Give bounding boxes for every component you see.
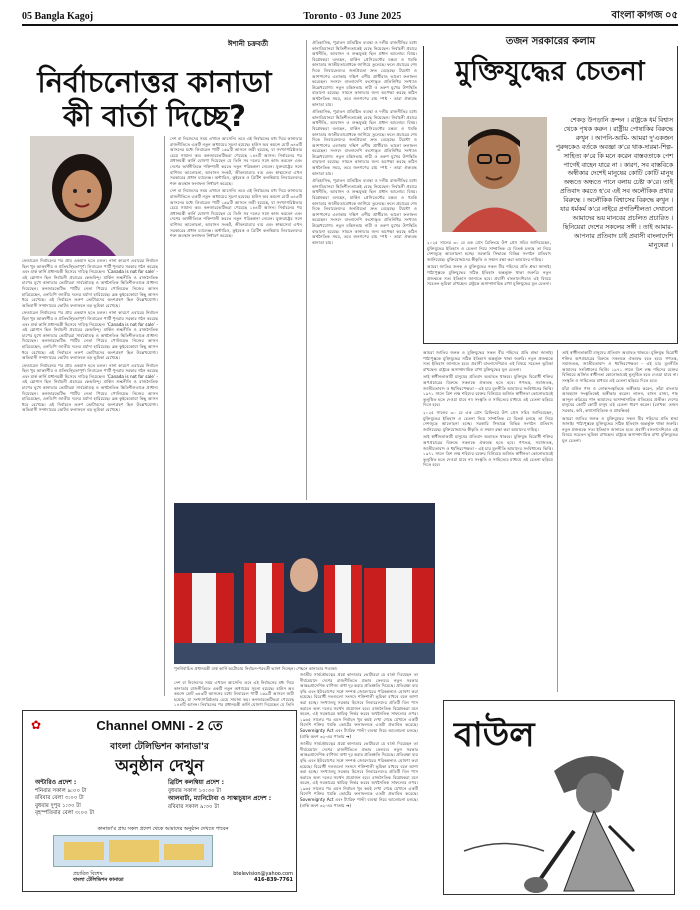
column-body-c: তাই স্বাধীনতাকামী মানুষের প্রতিবাদ অব্যাহত থাকবে। মুক্তিযুদ্ধ বিরোধী শক্তির অপপ্রচারের বিরুদ্ধে সকলকে ঐক্যবদ্ধ হতে হবে। গণতন্ত্র, সমাজতন্ত্র, জাতীয়তাবাদ ও ধর্মনিরপেক্ষতা - এই চার মূলনীতি আমাদের সংবিধানের ভিত্তি। ১৯৭১ সালে ত্রিশ লক্ষ শহিদের রক্তের বিনিময়ে অর্জিত স্বাধীনতা কোনোভাবেই ভুলুণ্ঠিত হতে দেওয়া যাবে না। সংস্কৃতি ও সাহিত্যের মাধ্যমে এই চেতনা ছড়িয়ে দিতে হবে। যাঁরা বাউল গান ও লোকসংস্কৃতিকে অস্বীকার করেন, তাঁরা বাংলার আবহমান সংস্কৃতিকেই অস্বীকার করেন। লালন, হাসন রাজা, শাহ আব্দুল করিমের গান আমাদের অসাম্প্রদায়িক ঐতিহ্যের প্রতীক। দেশের মানুষের কোটি কোটি মানুষ এই চেতনা ধারণ করেন। (লেখক: তজন সরকার, কবি, কথাসাহিত্যিক ও প্রাবন্ধিক) আমরা জাতির জনক ও মুক্তিযুদ্ধের সকল বীর শহিদের প্রতি শ্রদ্ধা জানাই। পাঠ্যপুস্তকে মুক্তিযুদ্ধের সঠিক ইতিহাস অন্তর্ভুক্ত থাকা জরুরি। নতুন প্রজন্মকে সত্য ইতিহাস জানাতে হবে। প্রবাসী বাংলাদেশিরাও এই বিষয়ে সচেতন ভূমিকা রাখছেন। রাষ্ট্রকে অসাম্প্রদায়িক রাখা মুক্তিযুদ্ধের মূল চেতনা। bbox=[562, 350, 678, 443]
canada-map bbox=[53, 835, 213, 867]
article-title: নির্বাচনোত্তর কানাডা কী বার্তা দিচ্ছে? bbox=[37, 65, 272, 133]
page-number-right: বাংলা কাগজ ০৫ bbox=[611, 9, 678, 21]
photo-caption: পুনর্নির্বাচিত প্রধানমন্ত্রী মার্ক কার্নি অটোয়ায় নির্বাচন-পরবর্তী ভাষণ দিচ্ছেন। পেছনে কানাডার পতাকা। bbox=[174, 666, 338, 671]
ad-channel: Channel OMNI - 2 তে bbox=[96, 718, 223, 733]
author-photo bbox=[30, 136, 134, 256]
column-rule bbox=[557, 350, 558, 692]
page-header bbox=[22, 8, 678, 26]
article-body-col2: দেশ বা নিজেদের সময় এখানে আসেনি। তবে এই নির্বাচনের মধ্য দিয়ে কানাডার রাজনীতিতে একটি নতুন অধ্যায়ের সূচনা হয়েছে। হাউস অব কমন্সে মোট ৩৪৩টি আসনের মধ্যে লিবারেল পার্টি ১৬৯টি আসনে জয়ী হয়েছে, যা সংখ্যাগরিষ্ঠতার চেয়ে সামান্য কম। কনজারভেটিভরা পেয়েছে ১৪৪টি আসন। নির্বাচনের পর প্রধানমন্ত্রী কার্নি ঘোষণা দিয়েছেন যে তিনি সব দলের সঙ্গে কাজ করবেন এবং দেশের অর্থনীতিকে শক্তিশালী করতে নতুন পরিকল্পনা নেবেন। যুক্তরাষ্ট্রের সঙ্গে বাণিজ্য আলোচনা, আবাসন সংকট, জীবনযাত্রার ব্যয় এবং স্বাস্থ্যসেবা এখন সরকারের প্রধান চ্যালেঞ্জ। অন্টারিও, কুইবেক ও ব্রিটিশ কলম্বিয়ায় লিবারেলদের শক্ত অবস্থান ফলাফল নির্ধারণ করেছে। দেশ বা নিজেদের সময় এখানে আসেনি। তবে এই নির্বাচনের মধ্য দিয়ে কানাডার রাজনীতিতে একটি নতুন অধ্যায়ের সূচনা হয়েছে। হাউস অব কমন্সে মোট ৩৪৩টি আসনের মধ্যে লিবারেল পার্টি ১৬৯টি আসনে জয়ী হয়েছে, যা সংখ্যাগরিষ্ঠতার চেয়ে সামান্য কম। কনজারভেটিভরা পেয়েছে ১৪৪টি আসন। নির্বাচনের পর প্রধানমন্ত্রী কার্নি ঘোষণা দিয়েছেন যে তিনি সব দলের সঙ্গে কাজ করবেন এবং দেশের অর্থনীতিকে শক্তিশালী করতে নতুন পরিকল্পনা নেবেন। যুক্তরাষ্ট্রের সঙ্গে বাণিজ্য আলোচনা, আবাসন সংকট, জীবনযাত্রার ব্যয় এবং স্বাস্থ্যসেবা এখন সরকারের প্রধান চ্যালেঞ্জ। অন্টারিও, কুইবেক ও ব্রিটিশ কলম্বিয়ায় লিবারেলদের শক্ত অবস্থান ফলাফল নির্ধারণ করেছে। bbox=[170, 136, 302, 239]
column-title: মুক্তিযুদ্ধের চেতনা bbox=[455, 56, 645, 87]
maple-leaf-icon: ✿ bbox=[31, 718, 42, 732]
article-body-col4: জাতীয় সার্বভৌমত্বের প্রশ্নে কানাডার ভোটাররা যে বার্তা দিয়েছেন তা দীর্ঘমেয়াদে দেশের রাজনীতিতে প্রভাব ফেলবে। নতুন সরকার আন্তঃপ্রাদেশিক বাণিজ্য বাধা দূর করার প্রতিশ্রুতি দিয়েছে। প্রতিরক্ষা ব্যয় বৃদ্ধি এবং ইউরোপের সঙ্গে সম্পর্ক জোরদারের পরিকল্পনাও ঘোষণা করা হয়েছে। বিরোধী দলগুলো সংসদে শক্তিশালী ভূমিকা রাখবে বলে আশা করা হচ্ছে। সংখ্যালঘু সরকার হিসেবে লিবারেলদের প্রতিটি বিল পাস করাতে অন্য দলের সমর্থন প্রয়োজন হবে। রাজনৈতিক বিশ্লেষকরা মনে করেন, এই সরকারের স্থায়িত্ব নির্ভর করবে অর্থনৈতিক সাফল্যের ওপর। ১৯৬৫ সালের পর এমন নির্বাচন খুব কমই দেখা গেছে যেখানে একটি বিদেশি শক্তির হুমকি ভোটের ফলাফলকে এতটা প্রভাবিত করেছে। Sovereignty Act এবং ট্যারিফ পাল্টা ব্যবস্থা নিয়ে আলোচনা চলছে। (বাকি অংশ ৩২-এর পাতায় ➔) জাতীয় সার্বভৌমত্বের প্রশ্নে কানাডার ভোটাররা যে বার্তা দিয়েছেন তা দীর্ঘমেয়াদে দেশের রাজনীতিতে প্রভাব ফেলবে। নতুন সরকার আন্তঃপ্রাদেশিক বাণিজ্য বাধা দূর করার প্রতিশ্রুতি দিয়েছে। প্রতিরক্ষা ব্যয় বৃদ্ধি এবং ইউরোপের সঙ্গে সম্পর্ক জোরদারের পরিকল্পনাও ঘোষণা করা হয়েছে। বিরোধী দলগুলো সংসদে শক্তিশালী ভূমিকা রাখবে বলে আশা করা হচ্ছে। সংখ্যালঘু সরকার হিসেবে লিবারেলদের প্রতিটি বিল পাস করাতে অন্য দলের সমর্থন প্রয়োজন হবে। রাজনৈতিক বিশ্লেষকরা মনে করেন, এই সরকারের স্থায়িত্ব নির্ভর করবে অর্থনৈতিক সাফল্যের ওপর। ১৯৬৫ সালের পর এমন নির্বাচন খুব কমই দেখা গেছে যেখানে একটি বিদেশি শক্তির হুমকি ভোটের ফলাফলকে এতটা প্রভাবিত করেছে। Sovereignty Act এবং ট্যারিফ পাল্টা ব্যবস্থা নিয়ে আলোচনা চলছে। (বাকি অংশ ৩২-এর পাতায় ➔) bbox=[300, 672, 418, 808]
column-body-b: আমরা জাতির জনক ও মুক্তিযুদ্ধের সকল বীর শহিদের প্রতি শ্রদ্ধা জানাই। পাঠ্যপুস্তকে মুক্তিযুদ্ধের সঠিক ইতিহাস অন্তর্ভুক্ত থাকা জরুরি। নতুন প্রজন্মকে সত্য ইতিহাস জানাতে হবে। প্রবাসী বাংলাদেশিরাও এই বিষয়ে সচেতন ভূমিকা রাখছেন। রাষ্ট্রকে অসাম্প্রদায়িক রাখা মুক্তিযুদ্ধের মূল চেতনা। তাই স্বাধীনতাকামী মানুষের প্রতিবাদ অব্যাহত থাকবে। মুক্তিযুদ্ধ বিরোধী শক্তির অপপ্রচারের বিরুদ্ধে সকলকে ঐক্যবদ্ধ হতে হবে। গণতন্ত্র, সমাজতন্ত্র, জাতীয়তাবাদ ও ধর্মনিরপেক্ষতা - এই চার মূলনীতি আমাদের সংবিধানের ভিত্তি। ১৯৭১ সালে ত্রিশ লক্ষ শহিদের রক্তের বিনিময়ে অর্জিত স্বাধীনতা কোনোভাবেই ভুলুণ্ঠিত হতে দেওয়া যাবে না। সংস্কৃতি ও সাহিত্যের মাধ্যমে এই চেতনা ছড়িয়ে দিতে হবে। ২০২৫ সালের ৩০ মে এক প্রেস ব্রিফিংয়ে উপ প্রেস সচিব জানিয়েছেন, মুক্তিযুদ্ধের ইতিহাস ও চেতনা নিয়ে সাম্প্রতিক যে বিতর্ক চলছে তা নিয়ে দেশজুড়ে আলোচনা হচ্ছে। সরকারি সিদ্ধান্তে বিভিন্ন সংগঠন প্রতিবাদ জানিয়েছে। মুক্তিযোদ্ধাদের স্বীকৃতি ও সম্মান রক্ষা করা আমাদের দায়িত্ব। তাই স্বাধীনতাকামী মানুষের প্রতিবাদ অব্যাহত থাকবে। মুক্তিযুদ্ধ বিরোধী শক্তির অপপ্রচারের বিরুদ্ধে সকলকে ঐক্যবদ্ধ হতে হবে। গণতন্ত্র, সমাজতন্ত্র, জাতীয়তাবাদ ও ধর্মনিরপেক্ষতা - এই চার মূলনীতি আমাদের সংবিধানের ভিত্তি। ১৯৭১ সালে ত্রিশ লক্ষ শহিদের রক্তের বিনিময়ে অর্জিত স্বাধীনতা কোনোভাবেই ভুলুণ্ঠিত হতে দেওয়া যাবে না। সংস্কৃতি ও সাহিত্যের মাধ্যমে এই চেতনা ছড়িয়ে দিতে হবে। bbox=[423, 350, 553, 468]
author-byline: ঈশানী চক্রবর্তী bbox=[228, 40, 269, 48]
ad-sponsor: প্রচারিত বিশেষ বাংলা টেলিভিশন কানাডা bbox=[73, 871, 124, 883]
baul-title: বাউল bbox=[454, 715, 535, 755]
ad-contact: btelevision@yahoo.com 416-839-7761 bbox=[233, 871, 293, 883]
article-body-col4b: দেশ বা নিজেদের সময় এখানে আসেনি। তবে এই নির্বাচনের মধ্য দিয়ে কানাডার রাজনীতিতে একটি নতুন অধ্যায়ের সূচনা হয়েছে। হাউস অব কমন্সে মোট ৩৪৩টি আসনের মধ্যে লিবারেল পার্টি ১৬৯টি আসনে জয়ী হয়েছে, যা সংখ্যাগরিষ্ঠতার চেয়ে সামান্য কম। কনজারভেটিভরা পেয়েছে ১৪৪টি আসন। নির্বাচনের পর প্রধানমন্ত্রী কার্নি ঘোষণা দিয়েছেন যে তিনি bbox=[174, 680, 294, 708]
baul-illustration bbox=[443, 700, 675, 895]
article-body-col1: ফেডারেল নির্বাচনের পর প্রায় একমাস হতে চলল। নানা কারণে এবারের নির্বাচন ছিল খুব আকর্ষণীয় ও প্রতিদ্বন্দ্বিতাপূর্ণ। লিবারেল পার্টি পুনরায় সরকার গঠন করেছে এবং মার্ক কার্নি প্রধানমন্ত্রী হিসেবে দায়িত্ব নিয়েছেন। ‘Canada is not for sale’ - এই স্লোগান ছিল নির্বাচনী প্রচারের কেন্দ্রবিন্দু। মার্কিন শুল্কনীতি ও রাজনৈতিক চাপের মুখে কানাডার ভোটাররা সার্বভৌমত্ব ও অর্থনৈতিক স্থিতিশীলতাকে প্রাধান্য দিয়েছেন। কনজারভেটিভ পার্টির নেতা পিয়ের পোলিয়েভ নিজের আসন হারিয়েছেন, এনডিপি জাতীয় দলের মর্যাদা হারিয়েছে। ব্লক কুইবেকোয়া কিছু আসন ধরে রেখেছে। এই নির্বাচনে তরুণ ভোটারদের অংশগ্রহণ ছিল উল্লেখযোগ্য। অভিবাসী সম্প্রদায়ের ভোটও ফলাফলে বড় ভূমিকা রেখেছে। ফেডারেল নির্বাচনের পর প্রায় একমাস হতে চলল। নানা কারণে এবারের নির্বাচন ছিল খুব আকর্ষণীয় ও প্রতিদ্বন্দ্বিতাপূর্ণ। লিবারেল পার্টি পুনরায় সরকার গঠন করেছে এবং মার্ক কার্নি প্রধানমন্ত্রী হিসেবে দায়িত্ব নিয়েছেন। ‘Canada is not for sale’ - এই স্লোগান ছিল নির্বাচনী প্রচারের কেন্দ্রবিন্দু। মার্কিন শুল্কনীতি ও রাজনৈতিক চাপের মুখে কানাডার ভোটাররা সার্বভৌমত্ব ও অর্থনৈতিক স্থিতিশীলতাকে প্রাধান্য দিয়েছেন। কনজারভেটিভ পার্টির নেতা পিয়ের পোলিয়েভ নিজের আসন হারিয়েছেন, এনডিপি জাতীয় দলের মর্যাদা হারিয়েছে। ব্লক কুইবেকোয়া কিছু আসন ধরে রেখেছে। এই নির্বাচনে তরুণ ভোটারদের অংশগ্রহণ ছিল উল্লেখযোগ্য। অভিবাসী সম্প্রদায়ের ভোটও ফলাফলে বড় ভূমিকা রেখেছে। ফেডারেল নির্বাচনের পর প্রায় একমাস হতে চলল। নানা কারণে এবারের নির্বাচন ছিল খুব আকর্ষণীয় ও প্রতিদ্বন্দ্বিতাপূর্ণ। লিবারেল পার্টি পুনরায় সরকার গঠন করেছে এবং মার্ক কার্নি প্রধানমন্ত্রী হিসেবে দায়িত্ব নিয়েছেন। ‘Canada is not for sale’ - এই স্লোগান ছিল নির্বাচনী প্রচারের কেন্দ্রবিন্দু। মার্কিন শুল্কনীতি ও রাজনৈতিক চাপের মুখে কানাডার ভোটাররা সার্বভৌমত্ব ও অর্থনৈতিক স্থিতিশীলতাকে প্রাধান্য দিয়েছেন। কনজারভেটিভ পার্টির নেতা পিয়ের পোলিয়েভ নিজের আসন হারিয়েছেন, এনডিপি জাতীয় দলের মর্যাদা হারিয়েছে। ব্লক কুইবেকোয়া কিছু আসন ধরে রেখেছে। এই নির্বাচনে তরুণ ভোটারদের অংশগ্রহণ ছিল উল্লেখযোগ্য। অভিবাসী সম্প্রদায়ের ভোটও ফলাফলে বড় ভূমিকা রেখেছে। bbox=[22, 258, 158, 413]
article-body-col3: ঐতিহাসিক, পুরাতন প্রতিষ্ঠিত ব্যবস্থা ও দলীয় রাজনীতির মধ্যে কানাডিয়ানরা স্থিতিশীলতাকেই বেছে নিয়েছেন। নির্বাচনী প্রচারে অর্থনীতি, আবাসন ও শুল্কযুদ্ধই ছিল প্রধান আলোচ্য বিষয়। বিশ্লেষকরা বলছেন, মার্কিন প্রেসিডেন্টের মন্তব্য ও হুমকি কানাডার জাতীয়তাবোধকে জাগিয়ে তুলেছে। ফলে প্রচারের শেষ দিকে লিবারেলদের জনপ্রিয়তা দ্রুত বেড়েছে। টরন্টো ও আশপাশের এলাকায় দক্ষিণ এশীয় প্রার্থীরাও ভালো ফলাফল করেছেন। সংসদে বাংলাদেশি বংশোদ্ভূত প্রতিনিধির সংখ্যাও উল্লেখযোগ্য। নতুন মন্ত্রিসভায় নারী ও তরুণ মুখের উপস্থিতি বাড়ানো হয়েছে। সামনে কানাডার জন্য অপেক্ষা করছে কঠিন অর্থনৈতিক সময়, তবে জনগণের রায় স্পষ্ট - তারা ঐক্যবদ্ধ কানাডা চায়। ঐতিহাসিক, পুরাতন প্রতিষ্ঠিত ব্যবস্থা ও দলীয় রাজনীতির মধ্যে কানাডিয়ানরা স্থিতিশীলতাকেই বেছে নিয়েছেন। নির্বাচনী প্রচারে অর্থনীতি, আবাসন ও শুল্কযুদ্ধই ছিল প্রধান আলোচ্য বিষয়। বিশ্লেষকরা বলছেন, মার্কিন প্রেসিডেন্টের মন্তব্য ও হুমকি কানাডার জাতীয়তাবোধকে জাগিয়ে তুলেছে। ফলে প্রচারের শেষ দিকে লিবারেলদের জনপ্রিয়তা দ্রুত বেড়েছে। টরন্টো ও আশপাশের এলাকায় দক্ষিণ এশীয় প্রার্থীরাও ভালো ফলাফল করেছেন। সংসদে বাংলাদেশি বংশোদ্ভূত প্রতিনিধির সংখ্যাও উল্লেখযোগ্য। নতুন মন্ত্রিসভায় নারী ও তরুণ মুখের উপস্থিতি বাড়ানো হয়েছে। সামনে কানাডার জন্য অপেক্ষা করছে কঠিন অর্থনৈতিক সময়, তবে জনগণের রায় স্পষ্ট - তারা ঐক্যবদ্ধ কানাডা চায়। ঐতিহাসিক, পুরাতন প্রতিষ্ঠিত ব্যবস্থা ও দলীয় রাজনীতির মধ্যে কানাডিয়ানরা স্থিতিশীলতাকেই বেছে নিয়েছেন। নির্বাচনী প্রচারে অর্থনীতি, আবাসন ও শুল্কযুদ্ধই ছিল প্রধান আলোচ্য বিষয়। বিশ্লেষকরা বলছেন, মার্কিন প্রেসিডেন্টের মন্তব্য ও হুমকি কানাডার জাতীয়তাবোধকে জাগিয়ে তুলেছে। ফলে প্রচারের শেষ দিকে লিবারেলদের জনপ্রিয়তা দ্রুত বেড়েছে। টরন্টো ও আশপাশের এলাকায় দক্ষিণ এশীয় প্রার্থীরাও ভালো ফলাফল করেছেন। সংসদে বাংলাদেশি বংশোদ্ভূত প্রতিনিধির সংখ্যাও উল্লেখযোগ্য। নতুন মন্ত্রিসভায় নারী ও তরুণ মুখের উপস্থিতি বাড়ানো হয়েছে। সামনে কানাডার জন্য অপেক্ষা করছে কঠিন অর্থনৈতিক সময়, তবে জনগণের রায় স্পষ্ট - তারা ঐক্যবদ্ধ কানাডা চায়। bbox=[312, 40, 417, 245]
tv-advertisement bbox=[22, 710, 297, 892]
main-news-photo bbox=[174, 503, 435, 664]
issue-date: Toronto - 03 June 2025 bbox=[303, 10, 402, 22]
column-body-a: ২০২৫ সালের ৩০ মে এক প্রেস ব্রিফিংয়ে উপ প্রেস সচিব জানিয়েছেন, মুক্তিযুদ্ধের ইতিহাস ও চেতনা নিয়ে সাম্প্রতিক যে বিতর্ক চলছে তা নিয়ে দেশজুড়ে আলোচনা হচ্ছে। সরকারি সিদ্ধান্তে বিভিন্ন সংগঠন প্রতিবাদ জানিয়েছে। মুক্তিযোদ্ধাদের স্বীকৃতি ও সম্মান রক্ষা করা আমাদের দায়িত্ব। আমরা জাতির জনক ও মুক্তিযুদ্ধের সকল বীর শহিদের প্রতি শ্রদ্ধা জানাই। পাঠ্যপুস্তকে মুক্তিযুদ্ধের সঠিক ইতিহাস অন্তর্ভুক্ত থাকা জরুরি। নতুন প্রজন্মকে সত্য ইতিহাস জানাতে হবে। প্রবাসী বাংলাদেশিরাও এই বিষয়ে সচেতন ভূমিকা রাখছেন। রাষ্ট্রকে অসাম্প্রদায়িক রাখা মুক্তিযুদ্ধের মূল চেতনা। bbox=[427, 240, 551, 287]
column-name: তজন সরকারের কলাম bbox=[423, 34, 678, 46]
column-rule bbox=[164, 136, 165, 696]
ad-map-caption: কানাডা'র প্রায় সকল প্রদেশ থেকে আমাদের অনুষ্ঠান দেখতে পাবেন bbox=[97, 826, 229, 832]
ad-schedule-ontario: অন্টারিও প্রদেশ : শনিবার সকাল ৯:০০ টা রবিবার বেলা ৩:০০ টা বুধবার দুপুর ১:৩০ টা বৃহস্পতিবার বেলা ৩:০০ টা bbox=[35, 779, 95, 816]
ad-organization: বাংলা টেলিভিশন কানাডা'র bbox=[110, 742, 209, 752]
page-number-left: 05 Bangla Kagoj bbox=[22, 10, 94, 22]
column-rule bbox=[306, 40, 307, 500]
columnist-photo bbox=[442, 117, 547, 232]
column-poem: শেকড় উপড়ানি ক্রন্দন । রাষ্ট্রকে ধর্ম বিশ্বাস থেকে পৃথক করুন । রাষ্ট্রীয় পোষাকির বিরুদ্ধে রুখুন । আপনি-আমি- আমরা দু'একজন পুরুষকেও বর্তকে অবজ্ঞা ক'রে থাক-দারমা-শিল্প-সাহিত্য ক'রে কি মনে করেন বাস্তবতাকে পেশ পাগেই বাহেন যারে না । কারণ, সব বাস্তবিকে অস্বীকার দেশেই মানুষের কোটি কোটি মানুষ অন্ধতে অন্ধতে পানে বলায় চেষ্টা ক'রে। তাই প্রতিবাদ করতে হ'বে এই সব অলৌকিক প্রথার বিরুদ্ধে । অলৌকিক বিশ্বাসের বিরুদ্ধে রুখুন । যার ধর্মকর্ম ক'রে নাইরে প্রগতিশীলতা দেখানো আমাদের ভয় মানবের প্রচলিত প্রচারিত । ছিনিয়েরা দেশের সকলের সঙ্গী । তাই আমার-আপনার প্রতিবাদ চাই প্রবাসী বাংলাদেশি মানুষেরা । bbox=[555, 117, 673, 249]
ad-schedule-west: ব্রিটিশ কলম্বিয়া প্রদেশ : বুধবার সকাল ১০:৩০ টা আলবার্টা, ম্যানিটোবা ও সাস্কাচুয়ান প্রদেশ : রবিবার সকাল ৯:৩০ টা bbox=[168, 779, 272, 810]
ad-headline: অনুষ্ঠান দেখুন bbox=[115, 756, 204, 775]
